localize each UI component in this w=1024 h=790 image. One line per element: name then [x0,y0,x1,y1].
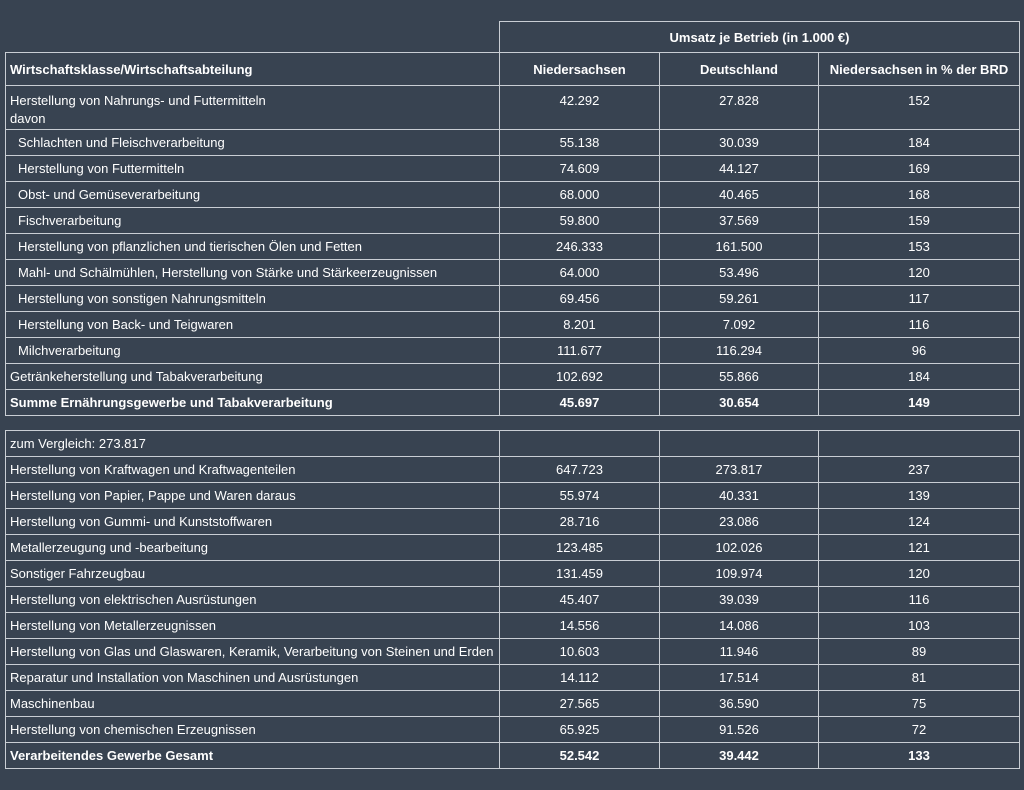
value-deutschland: 17.514 [660,665,819,691]
value-deutschland: 116.294 [660,338,819,364]
row-label: Herstellung von Papier, Pappe und Waren daraus [6,483,500,509]
value-deutschland: 44.127 [660,156,819,182]
row-label: Milchverarbeitung [6,338,500,364]
value-percent: 152 [819,86,1020,130]
comparison-note: zum Vergleich: 273.817 [6,431,500,457]
value-deutschland: 91.526 [660,717,819,743]
row-label: Mahl- und Schälmühlen, Herstellung von Stärke und Stärkeerzeugnissen [6,260,500,286]
value-niedersachsen: 8.201 [500,312,660,338]
value-percent: 153 [819,234,1020,260]
value-deutschland: 36.590 [660,691,819,717]
value-deutschland: 30.039 [660,130,819,156]
value-niedersachsen: 27.565 [500,691,660,717]
value-percent: 159 [819,208,1020,234]
value-niedersachsen: 14.112 [500,665,660,691]
table-row [6,364,1020,390]
value-niedersachsen: 74.609 [500,156,660,182]
value-percent: 184 [819,130,1020,156]
value-deutschland: 40.331 [660,483,819,509]
table-row [6,312,1020,338]
value-percent: 116 [819,587,1020,613]
value-niedersachsen: 45.407 [500,587,660,613]
table-row [6,234,1020,260]
value-percent: 133 [819,743,1020,769]
value-niedersachsen: 647.723 [500,457,660,483]
value-percent: 120 [819,561,1020,587]
row-label: Getränkeherstellung und Tabakverarbeitung [6,364,500,390]
value-deutschland: 39.039 [660,587,819,613]
row-label [6,86,500,130]
value-deutschland: 39.442 [660,743,819,769]
row-label: Herstellung von Metallerzeugnissen [6,613,500,639]
empty-cell [500,431,660,457]
row-label-main: Herstellung von Nahrungs- und Futtermitteln [10,93,266,108]
value-niedersachsen: 69.456 [500,286,660,312]
row-label: Fischverarbeitung [6,208,500,234]
value-niedersachsen: 59.800 [500,208,660,234]
row-label: Metallerzeugung und -bearbeitung [6,535,500,561]
column-header-sector: Wirtschaftsklasse/Wirtschaftsabteilung [6,53,500,86]
comparison-rows [6,457,1020,743]
total-row [6,743,1020,769]
value-niedersachsen: 52.542 [500,743,660,769]
value-percent: 89 [819,639,1020,665]
value-deutschland: 7.092 [660,312,819,338]
row-label: Herstellung von Gummi- und Kunststoffwaren [6,509,500,535]
value-niedersachsen: 111.677 [500,338,660,364]
table-row [6,130,1020,156]
value-percent: 139 [819,483,1020,509]
value-deutschland: 11.946 [660,639,819,665]
value-deutschland: 14.086 [660,613,819,639]
value-deutschland: 27.828 [660,86,819,130]
row-label: Herstellung von elektrischen Ausrüstungen [6,587,500,613]
value-deutschland: 23.086 [660,509,819,535]
table-row [6,691,1020,717]
row-label: Sonstiger Fahrzeugbau [6,561,500,587]
value-deutschland: 59.261 [660,286,819,312]
row-label: Herstellung von pflanzlichen und tierischen Ölen und Fetten [6,234,500,260]
value-niedersachsen: 131.459 [500,561,660,587]
value-percent: 124 [819,509,1020,535]
row-label: Verarbeitendes Gewerbe Gesamt [6,743,500,769]
row-label: Herstellung von Kraftwagen und Kraftwagenteilen [6,457,500,483]
value-deutschland: 55.866 [660,364,819,390]
value-percent: 72 [819,717,1020,743]
empty-cell [819,431,1020,457]
column-header-niedersachsen: Niedersachsen [500,53,660,86]
row-label: Herstellung von Glas und Glaswaren, Keramik, Verarbeitung von Steinen und Erden [6,639,500,665]
value-percent: 75 [819,691,1020,717]
value-percent: 116 [819,312,1020,338]
column-header-deutschland: Deutschland [660,53,819,86]
value-niedersachsen: 55.138 [500,130,660,156]
column-header-row [6,53,1020,86]
value-niedersachsen: 64.000 [500,260,660,286]
value-percent: 103 [819,613,1020,639]
value-niedersachsen: 42.292 [500,86,660,130]
value-niedersachsen: 68.000 [500,182,660,208]
value-niedersachsen: 123.485 [500,535,660,561]
total-row [6,390,1020,416]
empty-cell [660,431,819,457]
value-niedersachsen: 55.974 [500,483,660,509]
value-percent: 184 [819,364,1020,390]
food-industry-table [5,21,1020,416]
comparison-table [5,430,1020,769]
row-label-sub: davon [10,111,46,126]
table-row [6,561,1020,587]
value-deutschland: 273.817 [660,457,819,483]
header-blank-cell [6,22,500,53]
value-percent: 120 [819,260,1020,286]
value-percent: 149 [819,390,1020,416]
value-deutschland: 161.500 [660,234,819,260]
table-row [6,587,1020,613]
table-row [6,286,1020,312]
row-label: Maschinenbau [6,691,500,717]
table-row [6,535,1020,561]
value-percent: 121 [819,535,1020,561]
value-deutschland: 102.026 [660,535,819,561]
group-header-title: Umsatz je Betrieb (in 1.000 €) [500,22,1020,53]
row-label: Reparatur und Installation von Maschinen und Ausrüstungen [6,665,500,691]
row-label: Herstellung von chemischen Erzeugnissen [6,717,500,743]
row-label: Summe Ernährungsgewerbe und Tabakverarbeitung [6,390,500,416]
value-percent: 81 [819,665,1020,691]
comparison-note-row [6,431,1020,457]
value-deutschland: 109.974 [660,561,819,587]
value-deutschland: 37.569 [660,208,819,234]
table-row [6,457,1020,483]
value-niedersachsen: 45.697 [500,390,660,416]
group-header-row [6,22,1020,53]
table-row [6,208,1020,234]
value-niedersachsen: 10.603 [500,639,660,665]
table-row [6,483,1020,509]
row-label: Schlachten und Fleischverarbeitung [6,130,500,156]
value-percent: 169 [819,156,1020,182]
table-row [6,639,1020,665]
row-label: Herstellung von Futtermitteln [6,156,500,182]
value-percent: 96 [819,338,1020,364]
value-niedersachsen: 102.692 [500,364,660,390]
value-percent: 117 [819,286,1020,312]
row-label: Obst- und Gemüseverarbeitung [6,182,500,208]
row-label: Herstellung von sonstigen Nahrungsmitteln [6,286,500,312]
value-percent: 237 [819,457,1020,483]
value-niedersachsen: 14.556 [500,613,660,639]
table-row [6,613,1020,639]
table-row [6,182,1020,208]
value-deutschland: 40.465 [660,182,819,208]
table-row [6,156,1020,182]
value-niedersachsen: 246.333 [500,234,660,260]
table-row [6,717,1020,743]
table-row [6,338,1020,364]
value-deutschland: 30.654 [660,390,819,416]
column-header-percent: Niedersachsen in % der BRD [819,53,1020,86]
table-row [6,260,1020,286]
table-row [6,86,1020,130]
table-row [6,509,1020,535]
row-label: Herstellung von Back- und Teigwaren [6,312,500,338]
food-subrows [6,130,1020,364]
table-row [6,665,1020,691]
value-niedersachsen: 28.716 [500,509,660,535]
value-niedersachsen: 65.925 [500,717,660,743]
value-percent: 168 [819,182,1020,208]
value-deutschland: 53.496 [660,260,819,286]
